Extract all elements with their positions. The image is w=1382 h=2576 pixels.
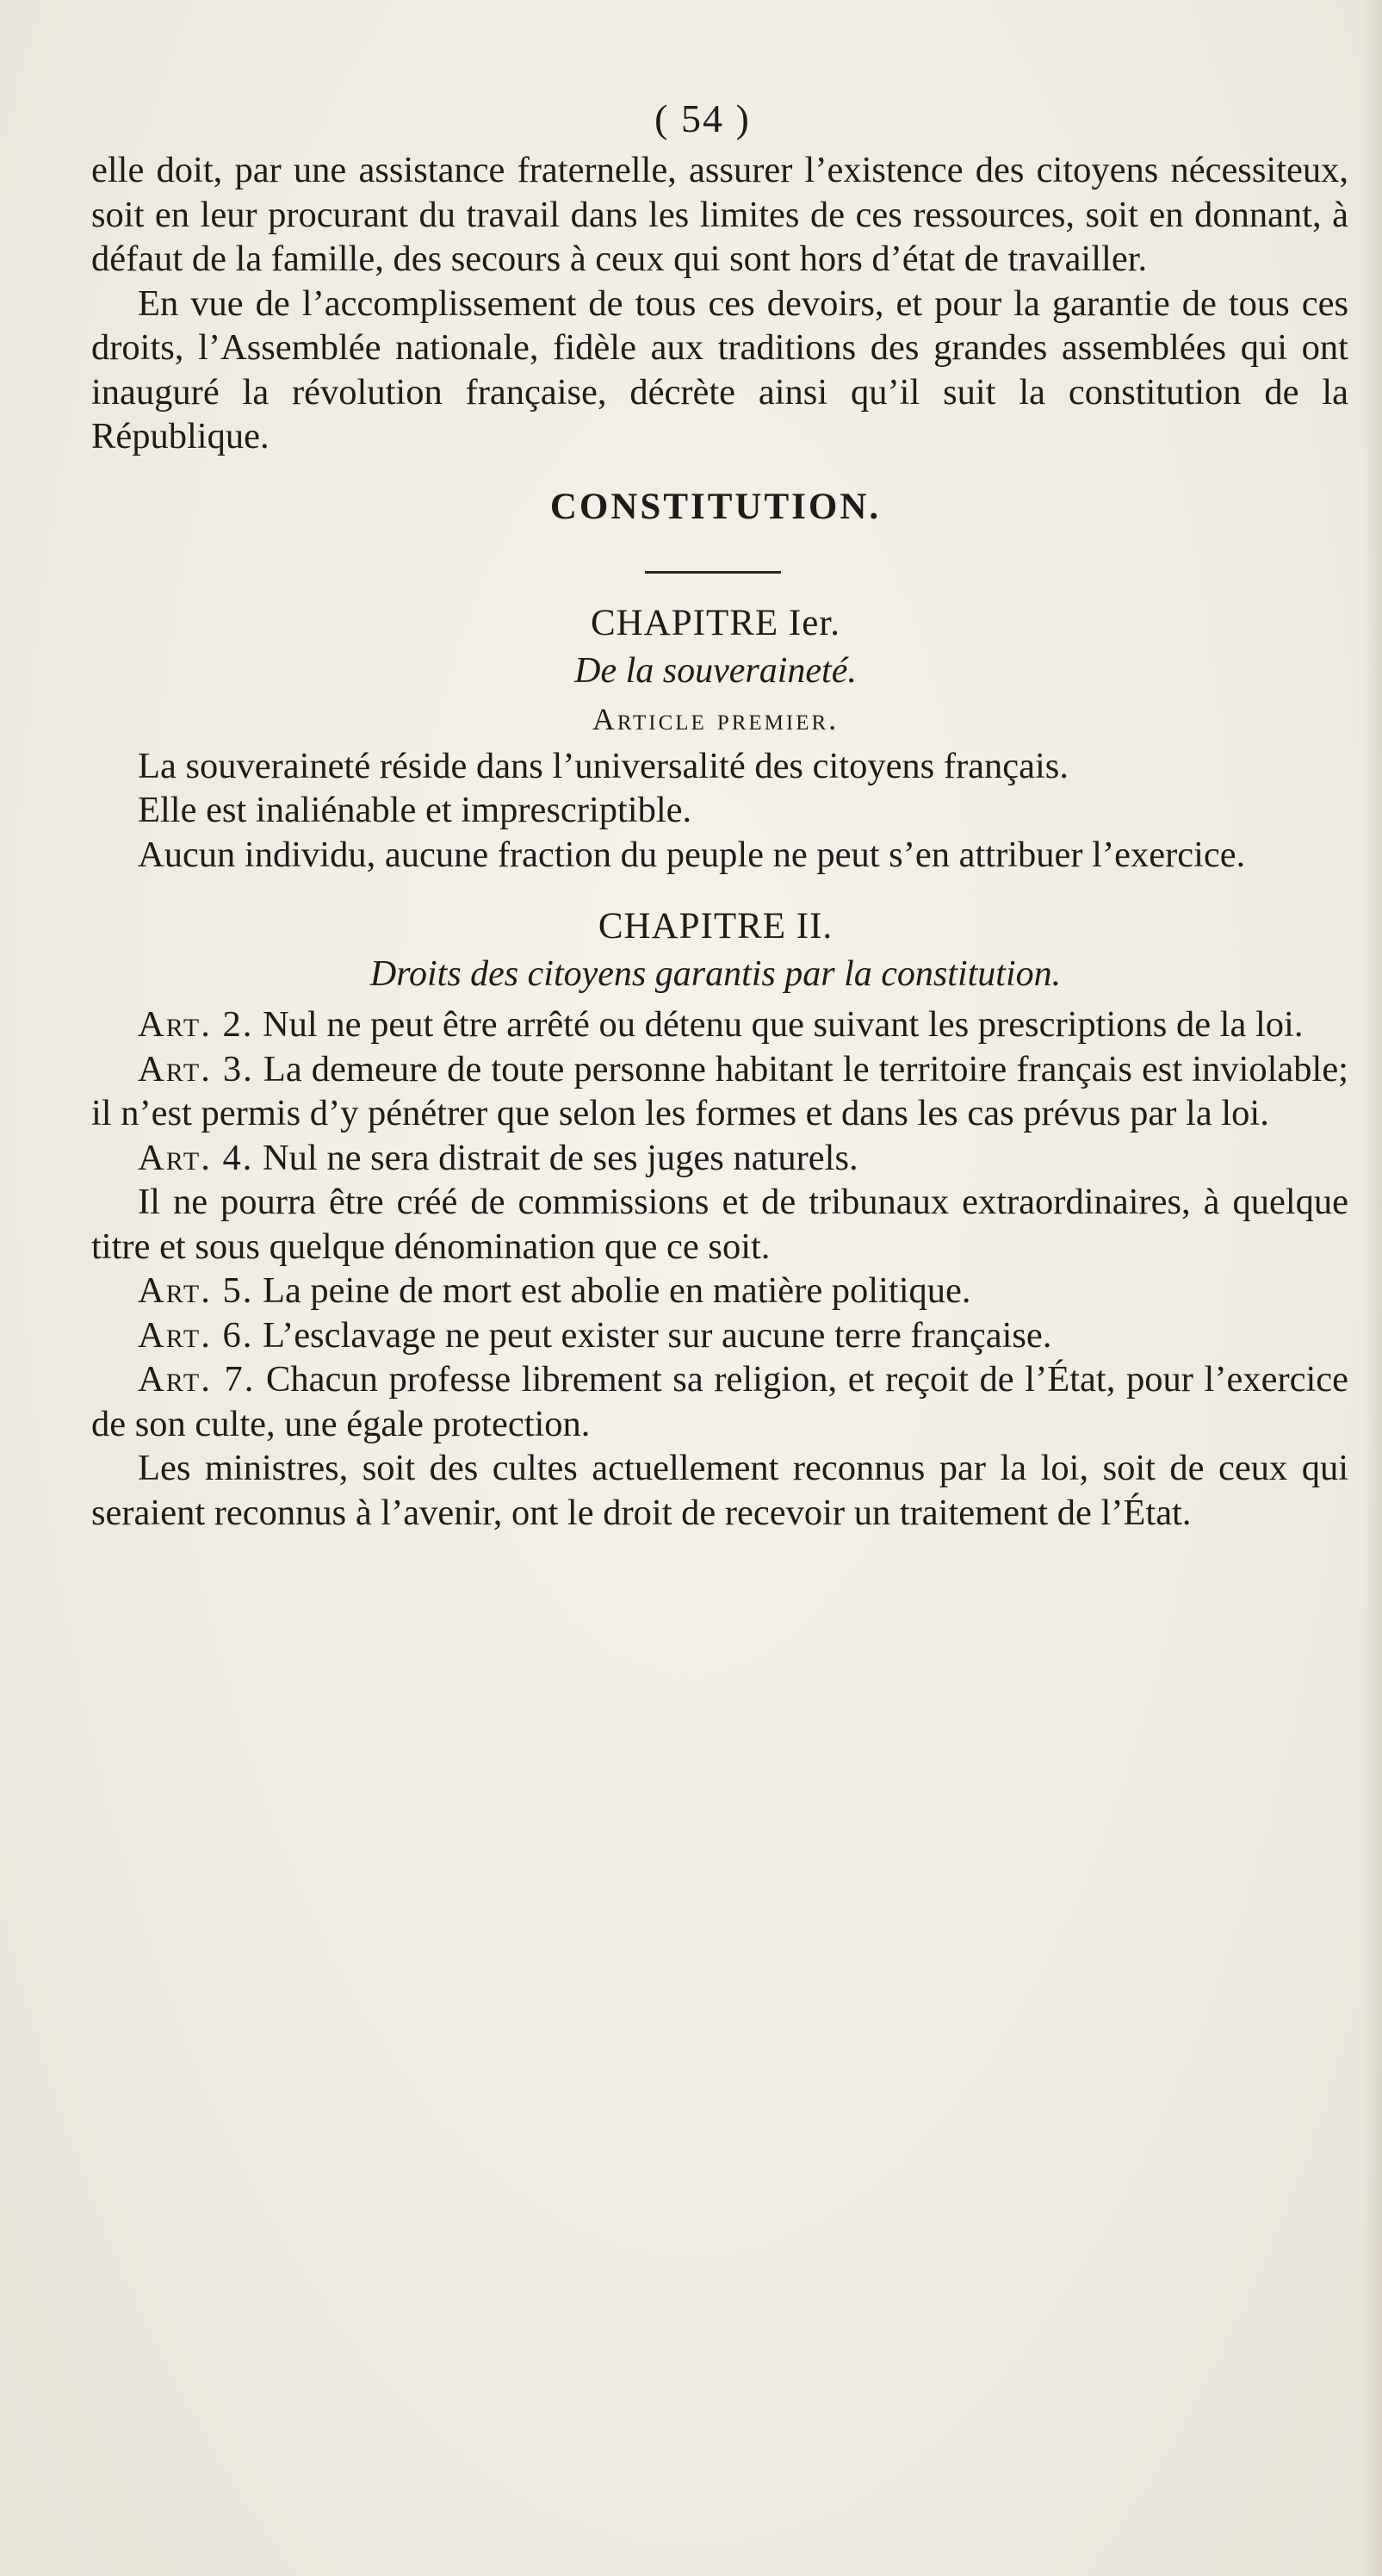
article-4-continuation: [91, 1180, 1348, 1269]
article-text: Nul ne sera distrait de ses juges naturels.: [262, 1137, 858, 1178]
chapter-1-paragraph-2: Elle est inaliénable et imprescriptible.: [138, 790, 692, 830]
chapter-2-title: CHAPITRE II.: [598, 906, 834, 947]
article-text: L’esclavage ne peut exister sur aucune terre française.: [262, 1314, 1052, 1356]
page-content: [91, 93, 1348, 1535]
article-6: [91, 1313, 1348, 1358]
article-7: [91, 1357, 1348, 1446]
chapter-2-subtitle: Droits des citoyens garantis par la constitution.: [369, 954, 1062, 994]
article-text: Nul ne peut être arrêté ou détenu que suivant les prescriptions de la loi.: [262, 1004, 1304, 1045]
article-label: Art. 5.: [138, 1270, 254, 1311]
opening-paragraph-2: En vue de l’accomplissement de tous ces devoirs, et pour la garantie de tous ces droits, l’Assemblée nationale, fidèle aux traditions des grandes assemblées qui ont inauguré la révolution française, décrète ainsi qu’il suit la constitution de la République.: [91, 282, 1348, 456]
chapter-1-subtitle: De la souveraineté.: [574, 650, 857, 691]
article-5: [91, 1269, 1348, 1313]
opening-paragraph-1: elle doit, par une assistance fraternelle, assurer l’existence des citoyens nécessiteux, soit en leur procurant du travail dans les limites de ces ressources, soit en donnant, à défaut de la famille, des secours à ceux qui sont hors d’état de travailler.: [91, 150, 1348, 279]
constitution-heading: CONSTITUTION.: [549, 486, 882, 527]
chapter-1-paragraph-1: La souveraineté réside dans l’universalité des citoyens français.: [138, 745, 1069, 786]
article-label: Art. 3.: [138, 1048, 254, 1089]
article-text: Les ministres, soit des cultes actuellement reconnus par la loi, soit de ceux qui seraient reconnus à l’avenir, ont le droit de recevoir un traitement de l’État.: [91, 1448, 1348, 1533]
article-label: Art. 2.: [138, 1004, 254, 1045]
page-number: ( 54 ): [654, 96, 751, 140]
article-text: La demeure de toute personne habitant le territoire français est inviolable; il n’est permis d’y pénétrer que selon les formes et dans les cas prévus par la loi.: [91, 1048, 1348, 1133]
article-3: [91, 1047, 1348, 1136]
article-label: Art. 4.: [138, 1137, 254, 1178]
article-text: Il ne pourra être créé de commissions et de tribunaux extraordinaires, à quelque titre et sous quelque dénomination que ce soit.: [91, 1182, 1348, 1267]
article-text: Chacun professe librement sa religion, et reçoit de l’État, pour l’exercice de son culte, une égale protection.: [91, 1359, 1349, 1444]
article-text: La peine de mort est abolie en matière politique.: [262, 1270, 971, 1311]
article-premier-heading: Article premier.: [592, 701, 840, 736]
article-label: Art. 7.: [138, 1359, 256, 1400]
article-2: [91, 1002, 1348, 1047]
article-4: [91, 1136, 1348, 1181]
section-divider-rule: [645, 571, 781, 574]
article-label: Art. 6.: [138, 1314, 254, 1356]
chapter-1-title: CHAPITRE Ier.: [590, 602, 841, 643]
page-edge-shadow: [1363, 0, 1382, 2576]
article-7-continuation: [91, 1446, 1348, 1535]
chapter-1-paragraph-3: Aucun individu, aucune fraction du peuple ne peut s’en attribuer l’exercice.: [138, 834, 1246, 875]
